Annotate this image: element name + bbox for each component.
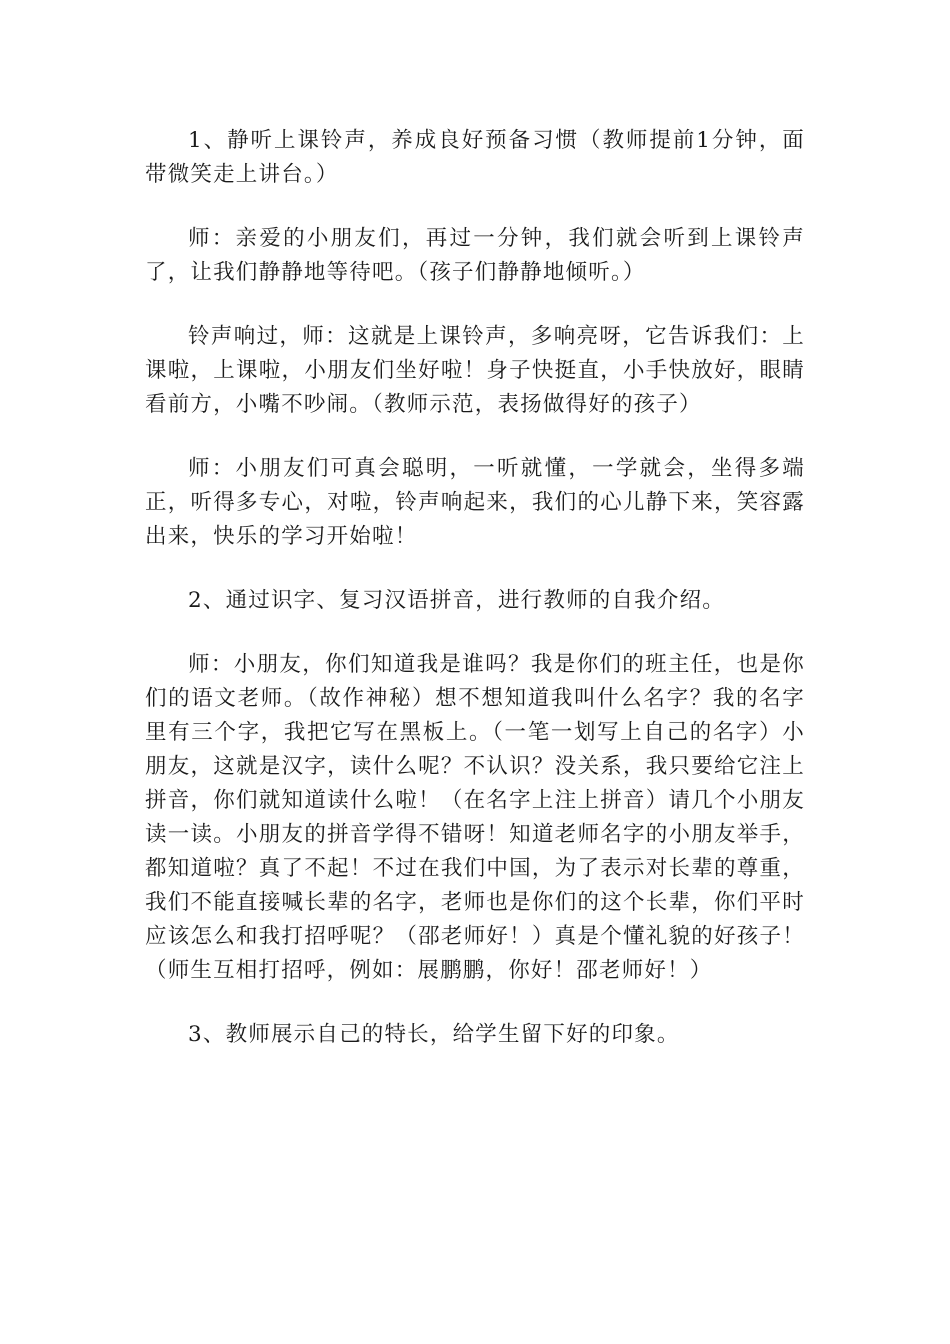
paragraph-2: 师：亲爱的小朋友们，再过一分钟，我们就会听到上课铃声了，让我们静静地等待吧。（孩子们静静地倾听。） — [145, 226, 805, 285]
paragraph-7: 3、教师展示自己的特长，给学生留下好的印象。 — [188, 1022, 680, 1047]
paragraph-3: 铃声响过，师：这就是上课铃声，多响亮呀，它告诉我们：上课啦，上课啦，小朋友们坐好啦！身子快挺直，小手快放好，眼睛看前方，小嘴不吵闹。（教师示范，表扬做得好的孩子） — [145, 324, 805, 417]
document-body — [145, 124, 805, 1082]
paragraph-6: 师：小朋友，你们知道我是谁吗？我是你们的班主任，也是你们的语文老师。（故作神秘）想不想知道我叫什么名字？我的名字里有三个字，我把它写在黑板上。（一笔一划写上自己的名字）小朋友，这就是汉字，读什么呢？不认识？没关系，我只要给它注上拼音，你们就知道读什么啦！（在名字上注上拼音）请几个小朋友读一读。小朋友的拼音学得不错呀！知道老师名字的小朋友举手，都知道啦？真了不起！不过在我们中国，为了表示对长辈的尊重，我们不能直接喊长辈的名字，老师也是你们的这个长辈，你们平时应该怎么和我打招呼呢？（邵老师好！）真是个懂礼貌的好孩子！（师生互相打招呼，例如：展鹏鹏，你好！邵老师好！） — [145, 652, 805, 983]
paragraph-1: 1、静听上课铃声，养成良好预备习惯（教师提前1分钟，面带微笑走上讲台。） — [145, 128, 805, 187]
paragraph-5: 2、通过识字、复习汉语拼音，进行教师的自我介绍。 — [188, 588, 725, 613]
paragraph-4: 师：小朋友们可真会聪明，一听就懂，一学就会，坐得多端正，听得多专心，对啦，铃声响起来，我们的心儿静下来，笑容露出来，快乐的学习开始啦！ — [145, 456, 805, 549]
